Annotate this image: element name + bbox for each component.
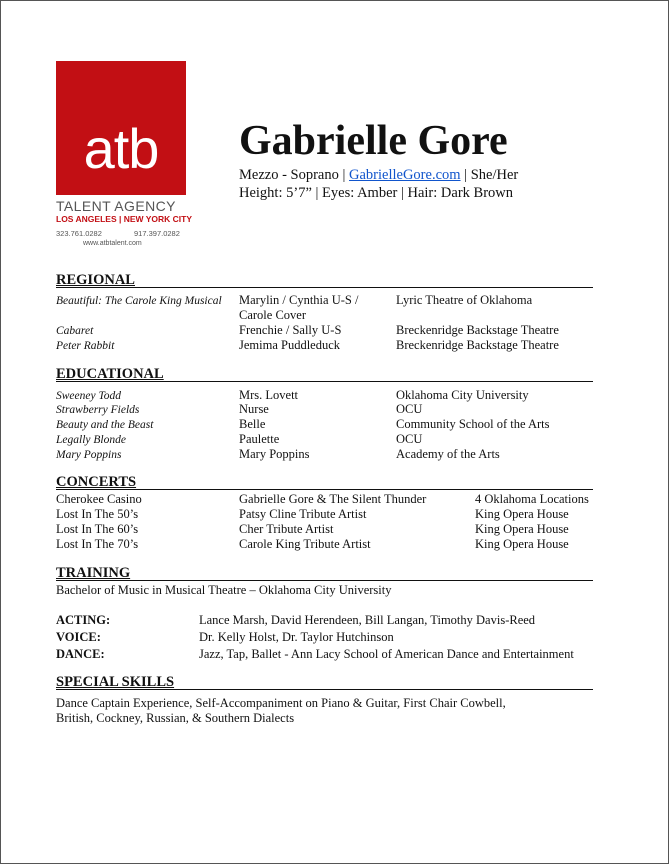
skills-line: British, Cockney, Russian, & Southern Dialects (56, 711, 295, 725)
credit-show: Beauty and the Beast (56, 419, 154, 431)
training-label-voice: VOICE: (56, 630, 101, 644)
credit-venue: OCU (396, 432, 423, 446)
credit-venue: King Opera House (475, 537, 569, 551)
voice-type: Mezzo - Soprano (239, 167, 339, 183)
credit-show: Legally Blonde (56, 434, 126, 446)
logo-mark: atb (83, 117, 159, 180)
training-label-dance: DANCE: (56, 647, 105, 661)
header-info-line (239, 167, 518, 184)
credit-role: Gabrielle Gore & The Silent Thunder (239, 492, 427, 506)
credit-venue: Lyric Theatre of Oklahoma (396, 293, 533, 307)
section-heading-training: TRAINING (56, 566, 593, 581)
physical-details: Height: 5’7” | Eyes: Amber | Hair: Dark Brown (239, 185, 513, 201)
credit-venue: Breckenridge Backstage Theatre (396, 338, 559, 352)
logo-phone-ny: 917.397.0282 (134, 229, 180, 238)
training-value-dance: Jazz, Tap, Ballet - Ann Lacy School of American Dance and Entertainment (199, 647, 574, 661)
pronouns: She/Her (470, 167, 519, 183)
credit-role: Carole Cover (239, 308, 306, 322)
credit-venue: Breckenridge Backstage Theatre (396, 323, 559, 337)
training-value-acting: Lance Marsh, David Herendeen, Bill Langan, Timothy Davis-Reed (199, 613, 536, 627)
credit-show: Peter Rabbit (56, 340, 115, 352)
logo-agency-name: TALENT AGENCY (56, 198, 176, 214)
credit-show: Lost In The 50’s (56, 507, 139, 521)
performer-name: Gabrielle Gore (239, 118, 508, 164)
credit-role: Patsy Cline Tribute Artist (239, 507, 367, 521)
logo-phone-la: 323.761.0282 (56, 229, 102, 238)
credit-role: Belle (239, 417, 266, 431)
credit-show: Cherokee Casino (56, 492, 142, 506)
credit-role: Paulette (239, 432, 280, 446)
credit-show: Beautiful: The Carole King Musical (56, 295, 222, 307)
logo-cities: LOS ANGELES | NEW YORK CITY (56, 214, 193, 224)
credit-role: Jemima Puddleduck (239, 338, 341, 352)
training-value-voice: Dr. Kelly Holst, Dr. Taylor Hutchinson (199, 630, 394, 644)
skills-line: Dance Captain Experience, Self-Accompaniment on Piano & Guitar, First Chair Cowbell, (56, 696, 506, 710)
credit-show: Lost In The 70’s (56, 537, 139, 551)
atb-logo (56, 61, 186, 195)
credit-show: Cabaret (56, 325, 94, 337)
section-heading-special-skills: SPECIAL SKILLS (56, 675, 593, 690)
logo-website: www.atbtalent.com (83, 240, 142, 247)
credit-show: Sweeney Todd (56, 390, 122, 402)
credit-role: Cher Tribute Artist (239, 522, 334, 536)
credit-show: Mary Poppins (56, 449, 122, 461)
training-label-acting: ACTING: (56, 613, 111, 627)
credit-venue: Community School of the Arts (396, 417, 550, 431)
credit-show: Lost In The 60’s (56, 522, 139, 536)
section-heading-educational: EDUCATIONAL (56, 367, 593, 382)
credit-role: Marylin / Cynthia U-S / (239, 293, 359, 307)
credit-venue: 4 Oklahoma Locations (475, 492, 589, 506)
degree: Bachelor of Music in Musical Theatre – Oklahoma City University (56, 583, 392, 597)
credit-show: Strawberry Fields (56, 404, 140, 416)
separator: | (460, 167, 471, 183)
credit-role: Mrs. Lovett (239, 388, 299, 402)
section-heading-concerts: CONCERTS (56, 475, 593, 490)
credit-venue: King Opera House (475, 507, 569, 521)
credit-venue: OCU (396, 402, 423, 416)
credit-role: Frenchie / Sally U-S (239, 323, 342, 337)
credit-role: Mary Poppins (239, 447, 310, 461)
credit-role: Carole King Tribute Artist (239, 537, 371, 551)
credit-venue: King Opera House (475, 522, 569, 536)
website-link[interactable]: GabrielleGore.com (349, 167, 461, 183)
credit-venue: Academy of the Arts (396, 447, 500, 461)
separator: | (338, 167, 350, 183)
section-heading-regional: REGIONAL (56, 273, 593, 288)
credit-role: Nurse (239, 402, 269, 416)
credit-venue: Oklahoma City University (396, 388, 529, 402)
